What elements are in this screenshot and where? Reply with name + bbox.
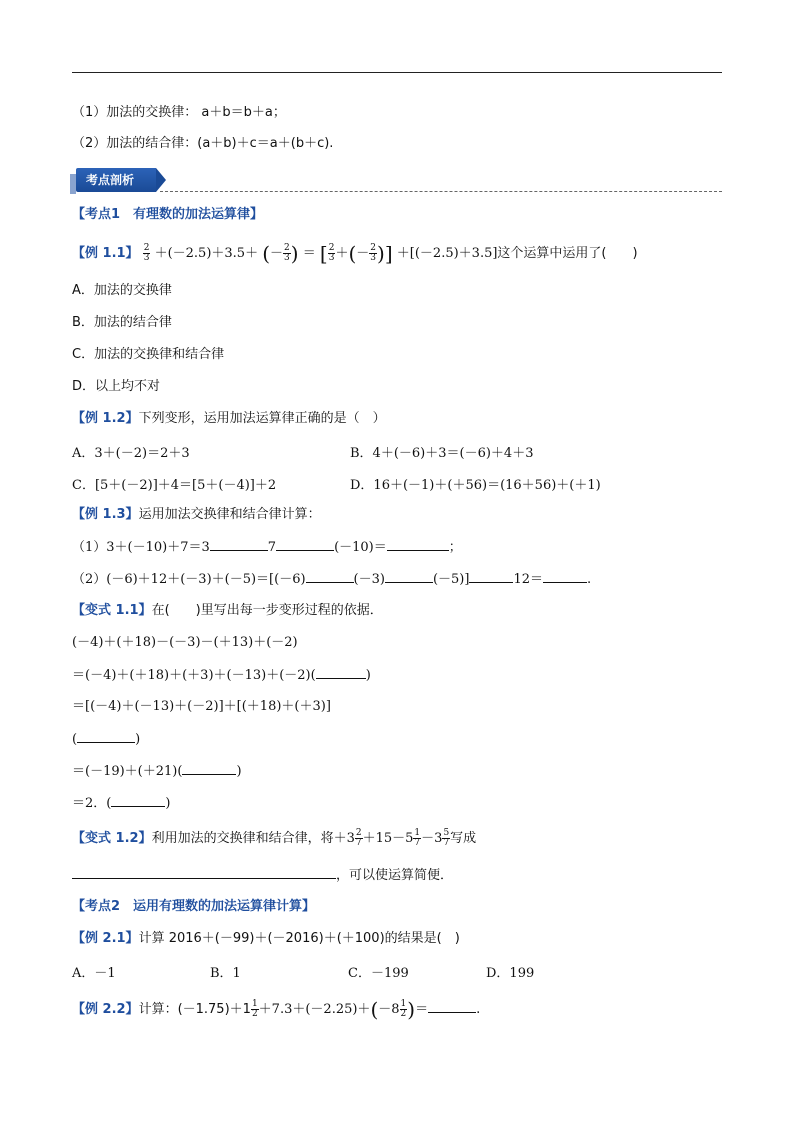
var11-step-4: ( )	[72, 732, 141, 747]
example-label: 【例 2.1】	[72, 931, 139, 946]
answer-blank[interactable]	[387, 538, 449, 551]
example-label: 【例 1.2】	[72, 411, 139, 426]
ex11-option-d: D．以上均不对	[72, 379, 161, 394]
ex12-option-b: B．4＋(－6)＋3＝(－6)＋4＋3	[350, 446, 534, 461]
ex13-line-2: （2）(－6)＋12＋(－3)＋(－5)＝[(－6) (－3) (－5)] 12＝ .	[72, 572, 592, 587]
section-tab: 考点剖析	[76, 168, 156, 192]
answer-blank[interactable]	[306, 570, 354, 583]
var12-answer-line: ，可以使运算简便．	[72, 866, 453, 885]
answer-blank[interactable]	[72, 866, 336, 879]
answer-blank[interactable]	[543, 570, 587, 583]
ex11-option-a: A．加法的交换律	[72, 283, 172, 298]
answer-blank[interactable]	[428, 1000, 476, 1013]
variant-1-1: 【变式 1.1】在( )里写出每一步变形过程的依据．	[72, 603, 383, 618]
var11-step-1: (－4)＋(＋18)－(－3)－(＋13)＋(－2)	[72, 635, 298, 650]
example-label: 【例 1.3】	[72, 507, 139, 522]
var11-step-2: ＝(－4)＋(＋18)＋(＋3)＋(－13)＋(－2)( )	[72, 668, 371, 683]
answer-blank[interactable]	[182, 762, 236, 775]
answer-blank[interactable]	[111, 794, 165, 807]
commutative-law: （1）加法的交换律： a＋b＝b＋a；	[72, 105, 286, 120]
top-rule	[72, 72, 722, 73]
ex21-option-b: B．1	[210, 966, 241, 981]
ex13-line-1: （1）3＋(－10)＋7＝3 7 (－10)＝ ；	[72, 540, 462, 555]
associative-law: （2）加法的结合律：(a＋b)＋c＝a＋(b＋c).	[72, 136, 334, 151]
answer-blank[interactable]	[469, 570, 513, 583]
ex11-option-c: C．加法的交换律和结合律	[72, 347, 225, 362]
ex11-option-b: B．加法的结合律	[72, 315, 172, 330]
answer-blank[interactable]	[385, 570, 433, 583]
example-1-2: 【例 1.2】下列变形，运用加法运算律正确的是（ ）	[72, 411, 386, 426]
kp1-title: 【考点1 有理数的加法运算律】	[72, 207, 264, 222]
ex12-option-a: A．3＋(－2)＝2＋3	[72, 446, 190, 461]
variant-1-2: 【变式 1.2】利用加法的交换律和结合律，将＋3 $\frac{2}{7}$ ＋15－5 $\frac{1}{7}$ －3 $\frac{5}{7}$ 写成	[72, 828, 477, 848]
example-2-2: 【例 2.2】计算：(－1.75)＋1 $\frac{1}{2}$ ＋7.3＋(－2.25)＋(－8 $\frac{1}{2}$ )＝ .	[72, 997, 481, 1022]
fraction: $\frac{2}{3}$	[143, 243, 150, 263]
ex21-option-c: C．－199	[348, 966, 409, 981]
answer-blank[interactable]	[316, 666, 366, 679]
var11-step-5: ＝(－19)＋(＋21)( )	[72, 764, 242, 779]
example-1-3: 【例 1.3】运用加法交换律和结合律计算：	[72, 507, 321, 522]
ex12-option-d: D．16＋(－1)＋(＋56)＝(16＋56)＋(＋1)	[350, 478, 601, 493]
ex21-option-d: D．199	[486, 966, 535, 981]
answer-blank[interactable]	[210, 538, 268, 551]
example-1-1: 【例 1.1】 $\frac{2}{3}$ ＋(－2.5)＋3.5＋ (－ $\frac{2}{3}$ ) ＝ [ $\frac{2}{3}$ ＋(－ $\frac{2}{3}$ )] ＋[(－2.5)＋3.5]这个运算中运用了( )	[72, 241, 638, 266]
section-dashed-rule	[160, 191, 722, 192]
answer-blank[interactable]	[276, 538, 334, 551]
ex21-option-a: A．－1	[72, 966, 116, 981]
var11-step-6: ＝2．( )	[72, 796, 171, 811]
variant-label: 【变式 1.1】	[72, 603, 152, 618]
kp2-title: 【考点2 运用有理数的加法运算律计算】	[72, 899, 316, 914]
example-label: 【例 2.2】	[72, 1002, 139, 1017]
variant-label: 【变式 1.2】	[72, 831, 152, 846]
example-2-1: 【例 2.1】计算 2016＋(－99)＋(－2016)＋(＋100)的结果是( )	[72, 931, 460, 946]
answer-blank[interactable]	[77, 730, 135, 743]
example-label: 【例 1.1】	[72, 246, 139, 261]
var11-step-3: ＝[(－4)＋(－13)＋(－2)]＋[(＋18)＋(＋3)]	[72, 699, 331, 714]
ex12-option-c: C．[5＋(－2)]＋4＝[5＋(－4)]＋2	[72, 478, 277, 493]
